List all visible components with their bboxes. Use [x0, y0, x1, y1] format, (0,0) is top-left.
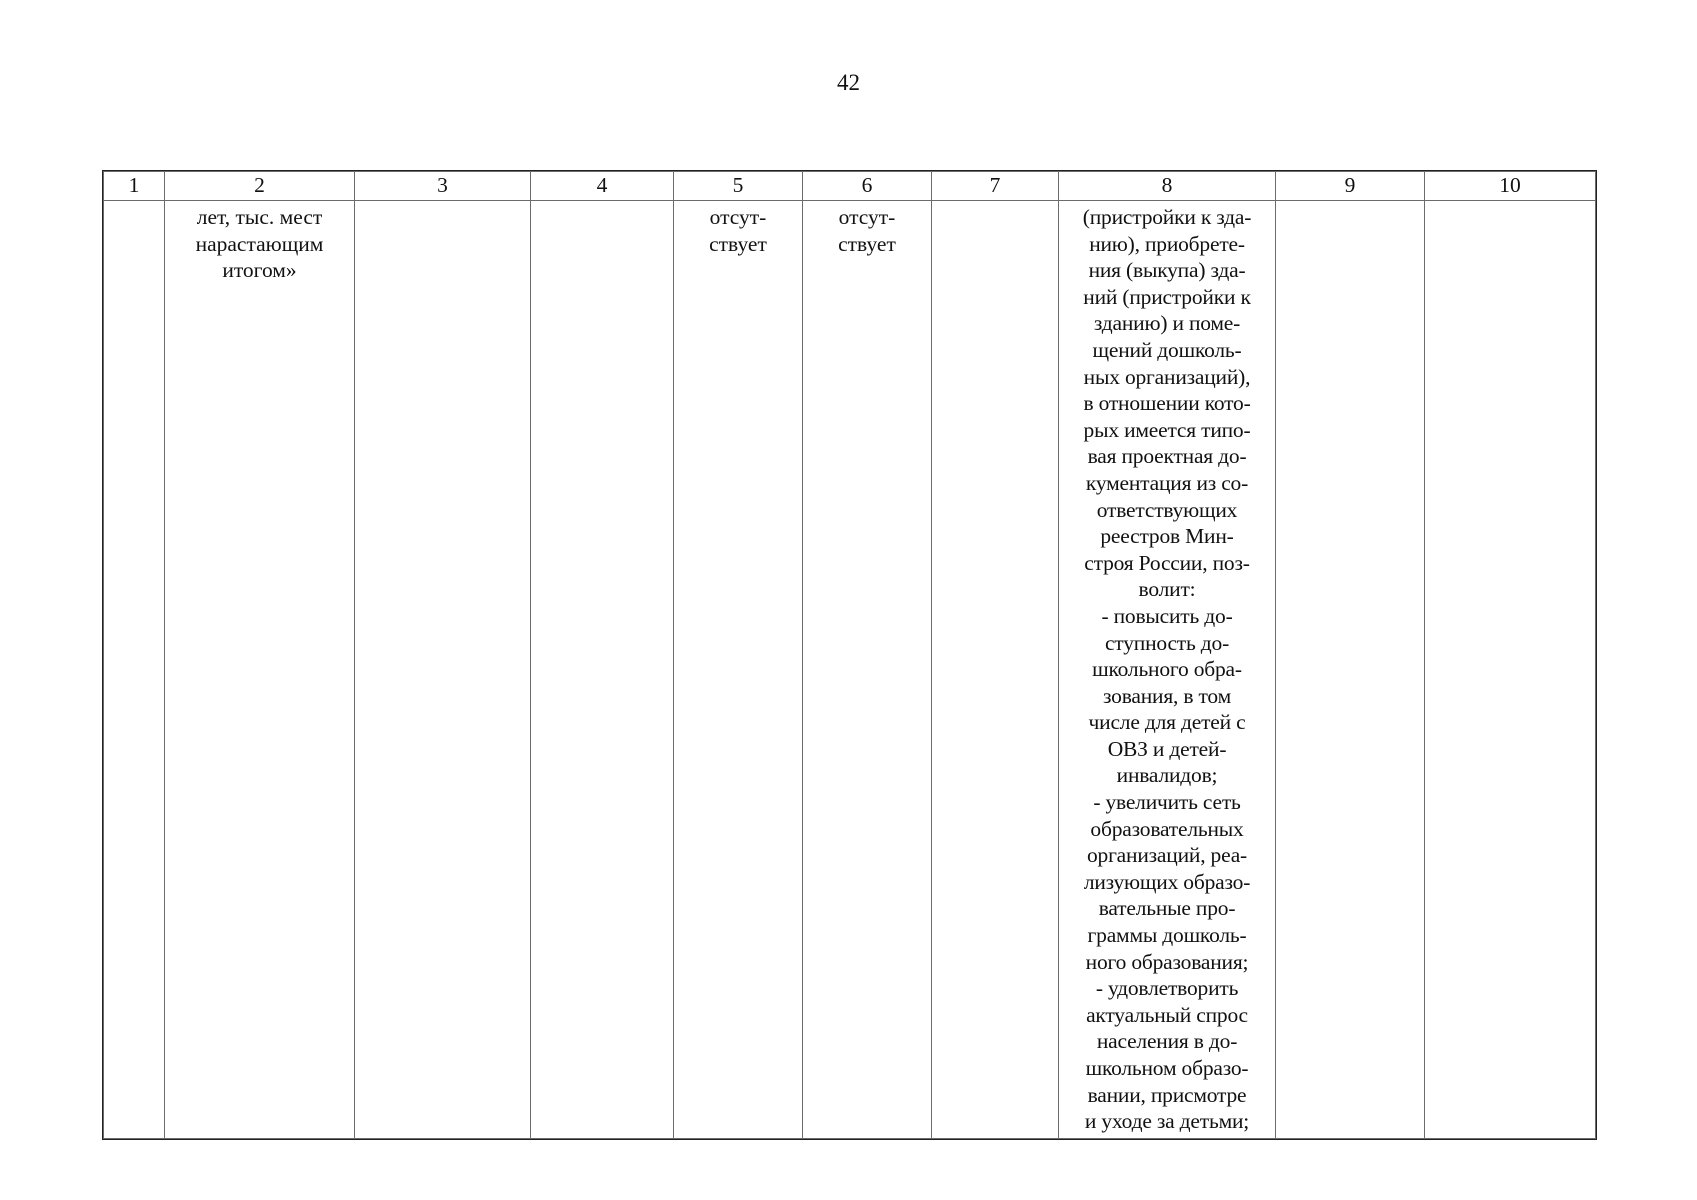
page-number: 42: [837, 70, 860, 95]
cell-col5: [674, 201, 803, 1139]
cell-col2-text: лет, тыс. мест нарастающим итогом»: [195, 205, 324, 283]
column-header-4: 4: [531, 172, 674, 201]
cell-col8-text: (пристройки к зда- нию), приобрете- ния (выкупа) зда- ний (пристройки к зданию) и поме- щений дошколь- ных организаций), в отношении кото- рых имеется типо- вая проектная до- кументация из со- ответствующих реестров Мин- строя России, поз- волит: - повысить до- ступность до- школьного обра- зования, в том числе для детей с ОВЗ и детей- инвалидов; - увеличить сеть образовательных организаций, реа- лизующих образо- вательные про- граммы дошколь- ного образования; - удовлетворить актуальный спрос населения в до- школьном образо- вании, присмотре и уходе за детьми;: [1082, 205, 1252, 1134]
column-header-10: 10: [1425, 172, 1596, 201]
table-row: [104, 201, 1596, 1139]
cell-col5-text: отсут- ствует: [709, 205, 767, 256]
column-header-5: 5: [674, 172, 803, 201]
data-table: [103, 171, 1596, 1139]
cell-col1: [104, 201, 165, 1139]
cell-col6-text: отсут- ствует: [838, 205, 896, 256]
cell-col2: [165, 201, 355, 1139]
cell-col9: [1276, 201, 1425, 1139]
cell-col6: [803, 201, 932, 1139]
column-header-3: 3: [355, 172, 531, 201]
column-header-2: 2: [165, 172, 355, 201]
cell-col4: [531, 201, 674, 1139]
column-header-1: 1: [104, 172, 165, 201]
cell-col10: [1425, 201, 1596, 1139]
column-header-7: 7: [932, 172, 1059, 201]
cell-col3: [355, 201, 531, 1139]
column-header-8: 8: [1059, 172, 1276, 201]
column-header-6: 6: [803, 172, 932, 201]
cell-col7: [932, 201, 1059, 1139]
header-row: [104, 172, 1596, 201]
cell-col8: [1059, 201, 1276, 1139]
column-header-9: 9: [1276, 172, 1425, 201]
